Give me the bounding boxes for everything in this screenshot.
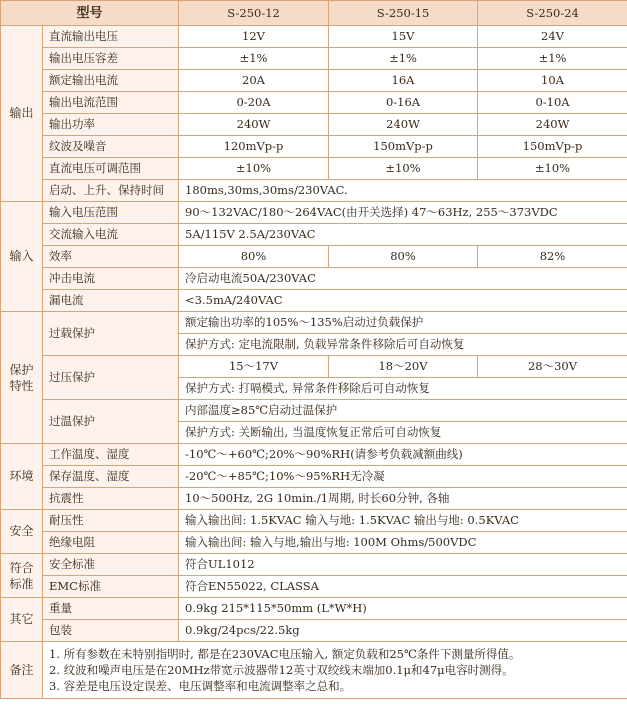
cell: 150mVp-p (478, 136, 627, 158)
row-label: 抗震性 (43, 488, 179, 510)
row-label: 安全标准 (43, 554, 179, 576)
table-row (1, 224, 627, 246)
cell: 0-10A (478, 92, 627, 114)
cell: 24V (478, 26, 627, 48)
row-label: 绝缘电阻 (43, 532, 179, 554)
row-label: 耐压性 (43, 510, 179, 532)
cell: 80% (179, 246, 329, 268)
row-label: 过压保护 (43, 356, 179, 400)
cell: 15～17V (179, 356, 329, 378)
row-label: 冲击电流 (43, 268, 179, 290)
table-row (1, 48, 627, 70)
cell: 240W (179, 114, 329, 136)
cell: ±10% (478, 158, 627, 180)
cell: 0-20A (179, 92, 329, 114)
notes-row (1, 642, 627, 699)
cell: 28～30V (478, 356, 627, 378)
notes-cell (43, 642, 627, 699)
table-row (1, 598, 627, 620)
row-label: 过载保护 (43, 312, 179, 356)
cell: 冷启动电流50A/230VAC (179, 268, 627, 290)
cell: 82% (478, 246, 627, 268)
cell: ±1% (179, 48, 329, 70)
cell: -10℃～+60℃;20%～90%RH(请参考负载减额曲线) (179, 444, 627, 466)
cell: ±1% (478, 48, 627, 70)
cell: 保护方式: 定电流限制, 负载异常条件移除后可自动恢复 (179, 334, 627, 356)
group-other: 其它 (1, 598, 43, 642)
cell: 0.9kg/24pcs/22.5kg (179, 620, 627, 642)
row-label: 重量 (43, 598, 179, 620)
group-output: 输出 (1, 26, 43, 202)
table-row (1, 620, 627, 642)
group-notes: 备注 (1, 642, 43, 699)
table-row (1, 70, 627, 92)
cell: 20A (179, 70, 329, 92)
cell: 120mVp-p (179, 136, 329, 158)
row-label: 效率 (43, 246, 179, 268)
cell: 10～500Hz, 2G 10min./1周期, 时长60分钟, 各轴 (179, 488, 627, 510)
group-standards: 符合标准 (1, 554, 43, 598)
table-row (1, 400, 627, 422)
model-label: 型号 (1, 1, 179, 26)
cell: -20℃～+85℃;10%～95%RH无冷凝 (179, 466, 627, 488)
cell: 180ms,30ms,30ms/230VAC. (179, 180, 627, 202)
cell: 16A (329, 70, 478, 92)
cell: 保护方式: 关断输出, 当温度恢复正常后可自动恢复 (179, 422, 627, 444)
cell: 240W (329, 114, 478, 136)
note-line: 3. 容差是电压设定误差、电压调整率和电流调整率之总和。 (49, 679, 352, 693)
row-label: 输出电压容差 (43, 48, 179, 70)
cell: 15V (329, 26, 478, 48)
table-row (1, 444, 627, 466)
cell: 150mVp-p (329, 136, 478, 158)
table-row (1, 180, 627, 202)
note-line: 2. 纹波和噪声电压是在20MHz带宽示波器带12英寸双绞线末端加0.1μ和47μ电容时测得。 (49, 663, 514, 677)
cell: 10A (478, 70, 627, 92)
table-row (1, 532, 627, 554)
cell: 内部温度≥85℃启动过温保护 (179, 400, 627, 422)
cell: 80% (329, 246, 478, 268)
cell: ±10% (329, 158, 478, 180)
cell: 符合EN55022, CLASSA (179, 576, 627, 598)
table-row (1, 158, 627, 180)
cell: 5A/115V 2.5A/230VAC (179, 224, 627, 246)
header-row (1, 1, 627, 26)
table-row (1, 202, 627, 224)
row-label: 工作温度、湿度 (43, 444, 179, 466)
row-label: 交流输入电流 (43, 224, 179, 246)
table-row (1, 488, 627, 510)
table-row (1, 114, 627, 136)
cell: 18～20V (329, 356, 478, 378)
row-label: EMC标准 (43, 576, 179, 598)
group-protection: 保护特性 (1, 312, 43, 444)
row-label: 额定输出电流 (43, 70, 179, 92)
row-label: 输出电流范围 (43, 92, 179, 114)
table-row (1, 136, 627, 158)
note-line: 1. 所有参数在未特别指明时, 都是在230VAC电压输入, 额定负载和25℃条件下测量所得值。 (49, 647, 521, 661)
table-row (1, 510, 627, 532)
table-row (1, 356, 627, 378)
table-row (1, 312, 627, 334)
row-label: 漏电流 (43, 290, 179, 312)
row-label: 输入电压范围 (43, 202, 179, 224)
group-input: 输入 (1, 202, 43, 312)
cell: 输入输出间: 1.5KVAC 输入与地: 1.5KVAC 输出与地: 0.5KVAC (179, 510, 627, 532)
row-label: 纹波及噪音 (43, 136, 179, 158)
row-label: 启动、上升、保持时间 (43, 180, 179, 202)
cell: 90～132VAC/180～264VAC(由开关选择) 47～63Hz, 255～373VDC (179, 202, 627, 224)
model-2: S-250-15 (329, 1, 478, 26)
table-row (1, 554, 627, 576)
table-row (1, 26, 627, 48)
group-safety: 安全 (1, 510, 43, 554)
model-1: S-250-12 (179, 1, 329, 26)
row-label: 保存温度、湿度 (43, 466, 179, 488)
table-row (1, 92, 627, 114)
group-environment: 环境 (1, 444, 43, 510)
cell: 12V (179, 26, 329, 48)
row-label: 包装 (43, 620, 179, 642)
table-row (1, 466, 627, 488)
cell: ±10% (179, 158, 329, 180)
cell: 额定输出功率的105%～135%启动过负载保护 (179, 312, 627, 334)
cell: 符合UL1012 (179, 554, 627, 576)
cell: 0.9kg 215*115*50mm (L*W*H) (179, 598, 627, 620)
cell: 输入输出间: 输入与地,输出与地: 100M Ohms/500VDC (179, 532, 627, 554)
table-row (1, 246, 627, 268)
row-label: 直流输出电压 (43, 26, 179, 48)
model-3: S-250-24 (478, 1, 627, 26)
cell: ±1% (329, 48, 478, 70)
table-row (1, 268, 627, 290)
cell: 0-16A (329, 92, 478, 114)
cell: 保护方式: 打嗝模式, 异常条件移除后可自动恢复 (179, 378, 627, 400)
row-label: 过温保护 (43, 400, 179, 444)
table-row (1, 290, 627, 312)
row-label: 输出功率 (43, 114, 179, 136)
cell: 240W (478, 114, 627, 136)
row-label: 直流电压可调范围 (43, 158, 179, 180)
cell: <3.5mA/240VAC (179, 290, 627, 312)
table-row (1, 576, 627, 598)
